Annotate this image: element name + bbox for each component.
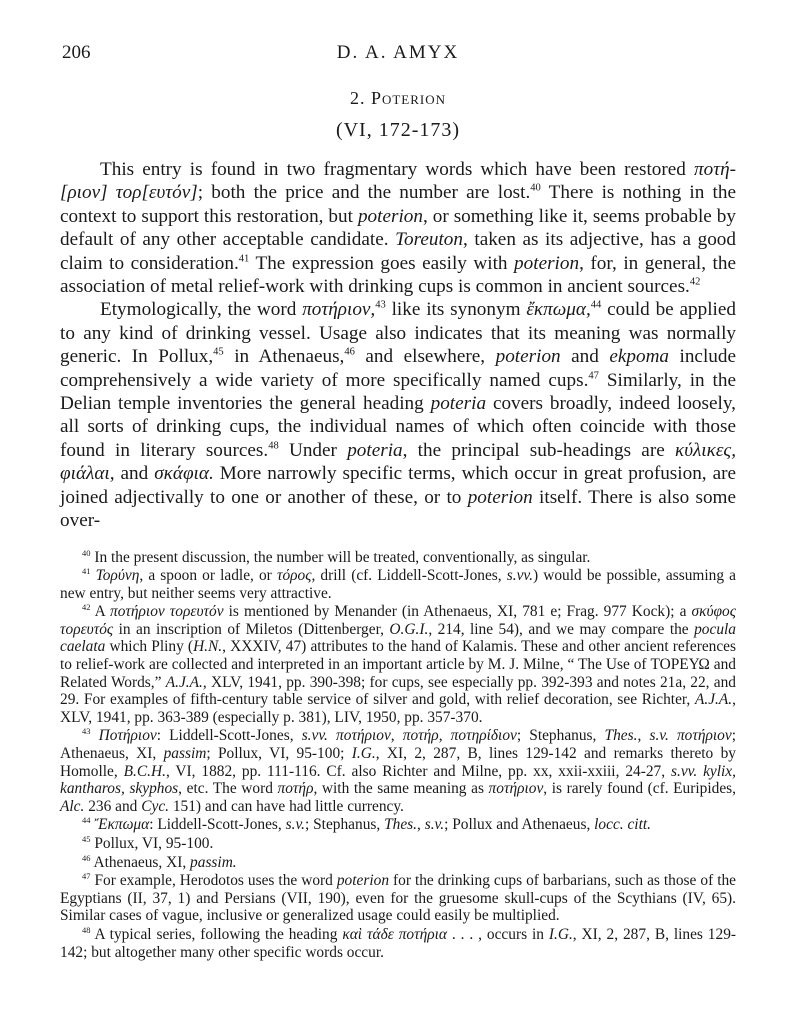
footnote-44: $^{44}$ Ἔκπωμα: Liddell-Scott-Jones, s.v.; Stephanus, Thes., s.v.; Pollux and Athenaeus, locc. citt. xyxy=(82,815,651,834)
footnote-47: $^{47}$ For example, Herodotos uses the word poterion for the drinking cups of barbarians, such as those of the Egyptians (II, 37, 1) and Persians (VII, 190), even for the gruesome skull-cups of the Scythians (IV, 65). Similar cases of vague, inclusive or generalized usage could easily be multiplied. xyxy=(60,871,736,925)
section-title: 2. Poterion xyxy=(349,88,447,108)
page-number: 206 xyxy=(62,42,91,63)
footnote-ref-40: 40 xyxy=(530,183,541,195)
footnote-ref-45: 45 xyxy=(213,346,224,358)
footnote-ref-41: 41 xyxy=(238,253,250,265)
section-title-word: Poterion xyxy=(370,88,447,108)
footnote-ref-44: 44 xyxy=(590,300,602,312)
page xyxy=(60,36,736,962)
footnote-45: $^{45}$ Pollux, VI, 95-100. xyxy=(82,833,214,852)
footnote-43: $^{43}$ Ποτήριον: Liddell-Scott-Jones, s.vv. ποτήριον, ποτήρ, ποτηρίδιον; Stephanus, Thes., s.v. ποτήριον; Athenaeus, XI, passim; Pollux, VI, 95-100; I.G., XI, 2, 287, B, lines 129-142 and remarks thereto by Homolle, B.C.H., VI, 1882, pp. 111-116. Cf. also Richter and Milne, pp. xx, xxii-xxiii, 24-27, s.vv. kylix, kantharos, skyphos, etc. The word ποτήρ, with the same meaning as ποτήριον, is rarely found (cf. Euripides, Alc. 236 and Cyc. 151) and can have had little currency. xyxy=(60,726,736,815)
paragraph-2: Etymologically, the word ποτήριον,$^{43}$ like its synonym ἔκπωμα,$^{44}$ could be applied to any kind of drinking vessel. Usage also indicates that its meaning was normally generic. In Pollux,$^{45}$ in Athenaeus,$^{46}$ and elsewhere, poterion and ekpoma include comprehensively a wide variety of more specifically named cups.$^{47}$ Similarly, in the Delian temple inventories the general heading poteria covers broadly, indeed loosely, all sorts of drinking cups, the individual names of which often coincide with those found in literary sources.$^{48}$ Under poteria, the principal sub-headings are κύλικες, φιάλαι, and σκάφια. More narrowly specific terms, which occur in great profusion, are joined adjectivally to one or another of these, or to poterion itself. There is also some over- xyxy=(60,299,736,532)
footnote-41: $^{41}$ Τορύνη, a spoon or ladle, or τόρος, drill (cf. Liddell-Scott-Jones, s.vv.) would be possible, assuming a new entry, but neither seems very attractive. xyxy=(60,565,736,602)
page-header xyxy=(60,36,736,64)
footnote-46: $^{46}$ Athenaeus, XI, passim. xyxy=(82,852,237,871)
running-head: D. A. AMYX xyxy=(336,42,460,63)
footnotes xyxy=(60,549,736,962)
footnote-ref-47: 47 xyxy=(588,370,599,382)
footnote-ref-46: 46 xyxy=(344,346,355,358)
paragraph-1: This entry is found in two fragmentary words which have been restored ποτή-[ριον] τορ[ευτόν]; both the price and the number are lost.$^{40}$ There is nothing in the context to support this restoration, but poterion, or something like it, seems probable by default of any other acceptable candidate. Toreuton, taken as its adjective, has a good claim to consideration.$^{41}$ The expression goes easily with poterion, for, in general, the association of metal relief-work with drinking cups is common in ancient sources.$^{42}$ xyxy=(60,159,736,298)
footnote-42: $^{42}$ A ποτήριον τορευτόν is mentioned by Menander (in Athenaeus, XI, 781 e; Frag. 977 Kock); a σκύφος τορευτός in an inscription of Miletos (Dittenberger, O.G.I., 214, line 54), and we may compare the pocula caelata which Pliny (H.N., XXXIV, 47) attributes to the hand of Kalamis. These and other ancient references to relief-work are collected and interpreted in an important article by M. J. Milne, “ The Use of ΤΟΡΕΥΩ and Related Words,” A.J.A., XLV, 1941, pp. 390-398; for cups, see especially pp. 392-393 and notes 21a, 22, and 29. For examples of fifth-century table service of silver and gold, with relief decoration, see Richter, A.J.A., XLV, 1941, pp. 363-389 (especially p. 381), LIV, 1950, pp. 357-370. xyxy=(60,602,737,726)
body-text xyxy=(60,158,736,533)
footnote-ref-43: 43 xyxy=(375,300,386,312)
footnote-ref-48: 48 xyxy=(268,440,279,452)
section-reference: (VI, 172-173) xyxy=(335,119,461,141)
footnote-48: $^{48}$ A typical series, following the heading καὶ τάδε ποτήρια . . . , occurs in I.G., XI, 2, 287, B, lines 129-142; but altogether many other specific words occur. xyxy=(60,924,737,961)
footnote-40: $^{40}$ In the present discussion, the number will be treated, conventionally, as singular. xyxy=(82,547,591,566)
footnote-ref-42: 42 xyxy=(689,276,701,288)
